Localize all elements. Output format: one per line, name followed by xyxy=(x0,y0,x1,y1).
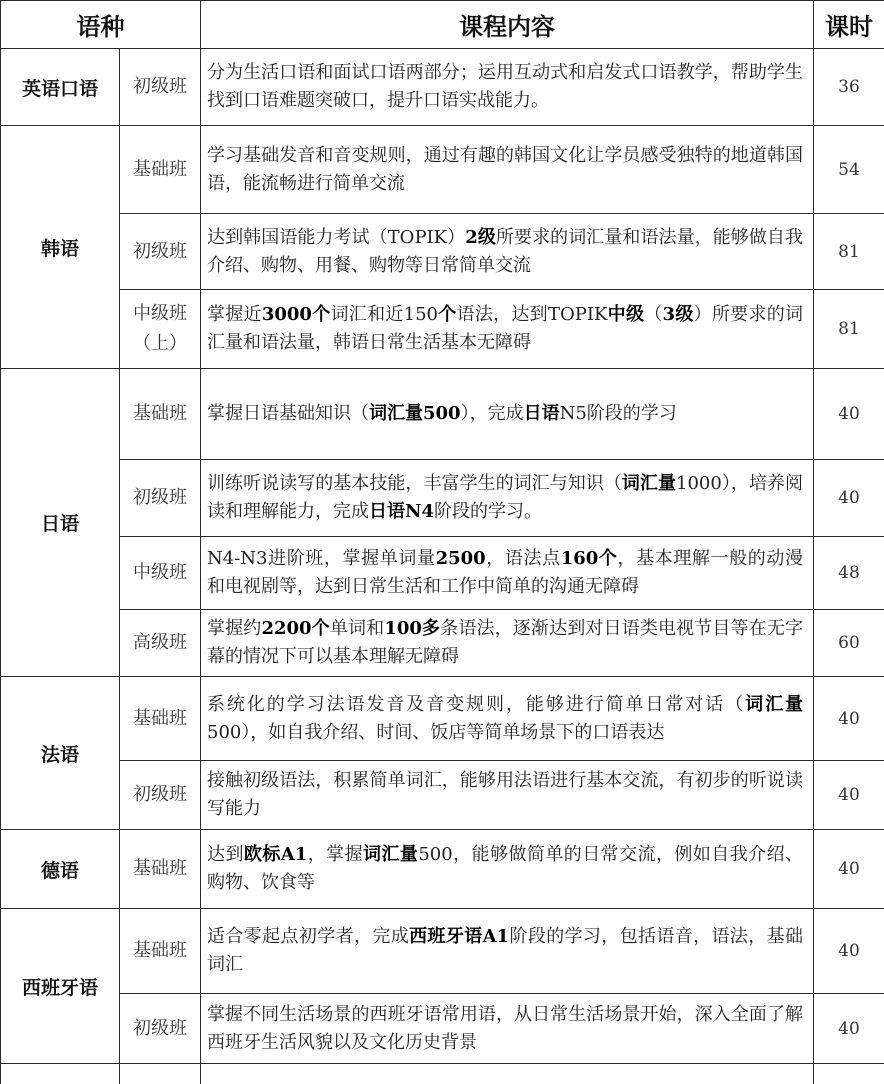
table-row xyxy=(1,49,884,126)
table-row xyxy=(1,369,884,460)
level-cell: 初级班 xyxy=(120,214,201,290)
level-cell: 初级班 xyxy=(120,761,201,830)
table-row xyxy=(1,460,884,537)
content-cell: 训练听说读写的基本技能，丰富学生的词汇与知识（词汇量1000），培养阅读和理解能力，完成日语N4阶段的学习。 xyxy=(201,460,814,537)
content-cell: 分为生活口语和面试口语两部分；运用互动式和启发式口语教学，帮助学生找到口语难题突破口，提升口语实战能力。 xyxy=(201,49,814,126)
content-cell: 学习基础发音和音变规则，通过有趣的韩国文化让学员感受独特的地道韩国语，能流畅进行简单交流 xyxy=(201,126,814,214)
content-cell: 达到欧标A1，掌握词汇量500，能够做简单的日常交流，例如自我介绍、购物、饮食等 xyxy=(201,830,814,909)
hours-cell: 36 xyxy=(814,49,884,126)
table-row xyxy=(1,677,884,761)
language-cell-english: 英语口语 xyxy=(1,49,120,126)
hours-cell: 40 xyxy=(814,830,884,909)
level-cell: 初级班 xyxy=(120,460,201,537)
content-cell: 掌握约2200个单词和100多条语法，逐渐达到对日语类电视节目等在无字幕的情况下可以基本理解无障碍 xyxy=(201,610,814,677)
header-row xyxy=(1,1,884,49)
content-cell: 系统化的学习法语发音及音变规则，能够进行简单日常对话（词汇量500），如自我介绍、时间、饭店等简单场景下的口语表达 xyxy=(201,677,814,761)
table-row xyxy=(1,610,884,677)
level-cell: 初级班 xyxy=(120,49,201,126)
language-cell-german: 德语 xyxy=(1,830,120,909)
level-cell: 基础班 xyxy=(120,677,201,761)
level-cell: 初级班 xyxy=(120,994,201,1064)
hours-cell: 40 xyxy=(814,677,884,761)
level-cell: 基础班 xyxy=(120,830,201,909)
hours-cell: 40 xyxy=(814,909,884,994)
table-row xyxy=(1,830,884,909)
level-cell: 基础班 xyxy=(120,126,201,214)
hours-cell: 40 xyxy=(814,994,884,1064)
content-cell: N4-N3进阶班，掌握单词量2500，语法点160个，基本理解一般的动漫和电视剧等，达到日常生活和工作中简单的沟通无障碍 xyxy=(201,537,814,610)
hours-cell: 54 xyxy=(814,126,884,214)
content-cell: 掌握日语基础知识（词汇量500），完成日语N5阶段的学习 xyxy=(201,369,814,460)
level-cell: 基础班 xyxy=(120,369,201,460)
table-row xyxy=(1,537,884,610)
level-cell: 基础班 xyxy=(120,909,201,994)
table-row xyxy=(1,214,884,290)
hours-cell: 40 xyxy=(814,369,884,460)
level-cell: 中级班 xyxy=(120,537,201,610)
content-cell: 适合零起点初学者，完成西班牙语A1阶段的学习，包括语音，语法，基础词汇 xyxy=(201,909,814,994)
content-cell: 接触初级语法，积累简单词汇，能够用法语进行基本交流，有初步的听说读写能力 xyxy=(201,761,814,830)
header-language: 语种 xyxy=(1,1,201,49)
table-row xyxy=(1,761,884,830)
hours-cell: 40 xyxy=(814,761,884,830)
language-cell-spanish: 西班牙语 xyxy=(1,909,120,1064)
level-cell: 高级班 xyxy=(120,610,201,677)
table-row xyxy=(1,994,884,1064)
table-row xyxy=(1,126,884,214)
hours-cell: 48 xyxy=(814,537,884,610)
content-cell: 掌握不同生活场景的西班牙语常用语，从日常生活场景开始，深入全面了解西班牙生活风貌以及文化历史背景 xyxy=(201,994,814,1064)
table-row xyxy=(1,290,884,369)
header-content: 课程内容 xyxy=(201,1,814,49)
content-cell: 达到韩国语能力考试（TOPIK）2级所要求的词汇量和语法量，能够做自我介绍、购物、用餐、购物等日常简单交流 xyxy=(201,214,814,290)
level-cell: 中级班 （上） xyxy=(120,290,201,369)
hours-cell: 81 xyxy=(814,214,884,290)
table-row xyxy=(1,909,884,994)
language-cell-japanese: 日语 xyxy=(1,369,120,677)
language-cell-french: 法语 xyxy=(1,677,120,830)
hours-cell: 40 xyxy=(814,460,884,537)
content-cell: 掌握近3000个词汇和近150个语法，达到TOPIK中级（3级）所要求的词汇量和语法量，韩语日常生活基本无障碍 xyxy=(201,290,814,369)
language-cell-korean: 韩语 xyxy=(1,126,120,369)
hours-cell: 81 xyxy=(814,290,884,369)
header-hours: 课时 xyxy=(814,1,884,49)
table-row-cutoff xyxy=(1,1064,884,1084)
hours-cell: 60 xyxy=(814,610,884,677)
